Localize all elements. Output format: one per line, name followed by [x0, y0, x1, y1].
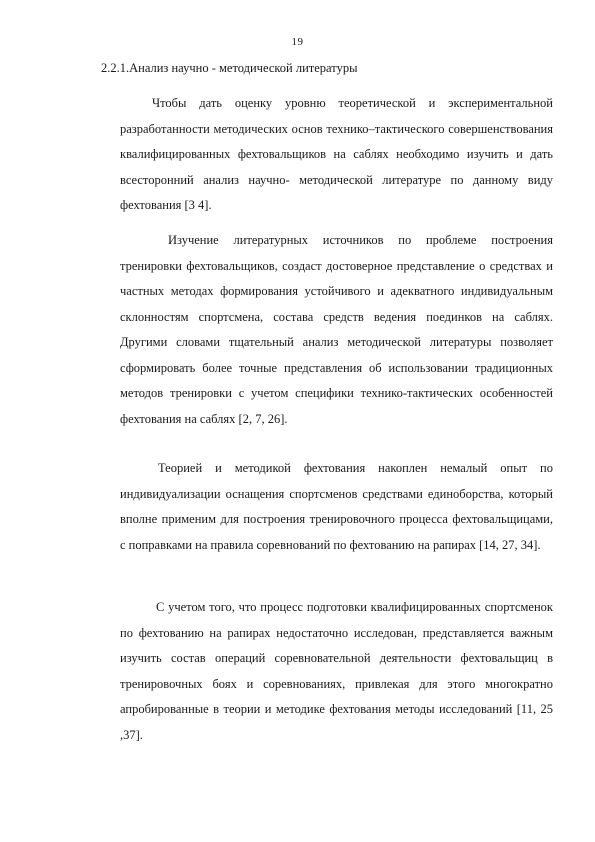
paragraph: С учетом того, что процесс подготовки квалифицированных спортсменок по фехтованию на рапирах недостаточно исследован, представляется важным изучить состав операций соревновательной деятельности фехтовальщиц в тренировочных боях и соревнованиях, привлекая для этого многократно апробированные в теории и методике фехтования методы исследований [11, 25 ,37]. [120, 600, 553, 742]
paragraph: Изучение литературных источников по проблеме построения тренировки фехтовальщиков, создаст достоверное представление о средствах и частных методах формирования устойчивого и адекватного индивидуальным склонностям спортсмена, состава средств ведения поединков на саблях. Другими словами тщательный анализ методической литературы позволяет сформировать более точные представления об использовании традиционных методов тренировки с учетом специфики технико-тактических особенностей фехтования на саблях [2, 7, 26]. [120, 233, 553, 426]
section-heading: 2.2.1.Анализ научно - методической литературы [101, 61, 358, 75]
paragraph: Теорией и методикой фехтования накоплен немалый опыт по индивидуализации оснащения спортсменов средствами единоборства, который вполне применим для построения тренировочного процесса фехтовальщицами, с поправками на правила соревнований по фехтованию на рапирах [14, 27, 34]. [120, 461, 553, 552]
paragraph: Чтобы дать оценку уровню теоретической и экспериментальной разработанности методических основ технико–тактического совершенствования квалифицированных фехтовальщиков на саблях необходимо изучить и дать всесторонний анализ научно- методической литературе по данному виду фехтования [3 4]. [120, 96, 553, 212]
page-number: 19 [291, 36, 304, 48]
